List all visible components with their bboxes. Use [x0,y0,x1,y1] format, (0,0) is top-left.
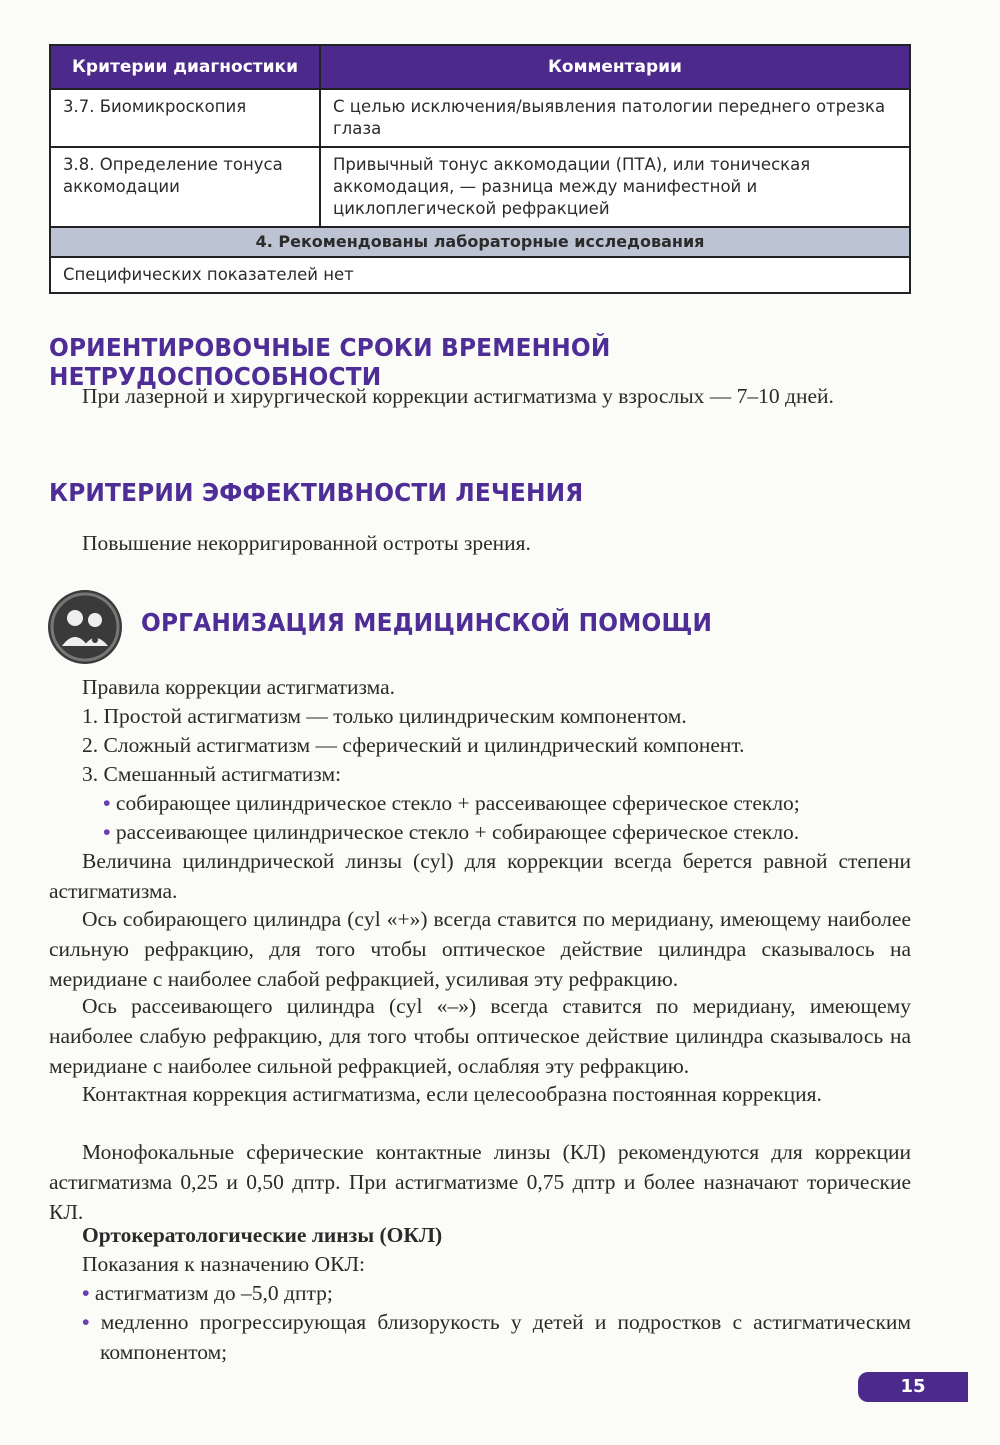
bullet-icon: • [103,820,111,844]
rule-item: 3. Смешанный астигматизм: [82,762,342,786]
table-cell-criterion: 3.7. Биомикроскопия [50,89,320,147]
list-item-text: медленно прогрессирующая близорукость у детей и подростков с астигматическим компонентом; [100,1310,911,1364]
bullet-icon: • [103,791,111,815]
table-row [50,147,910,227]
table-section-note: Специфических показателей нет [50,257,910,293]
heading-disability-terms: ОРИЕНТИРОВОЧНЫЕ СРОКИ ВРЕМЕННОЙ НЕТРУДОСПОСОБНОСТИ [49,333,611,391]
list-item [103,788,800,818]
paragraph-efficacy-criteria: Повышение некорригированной остроты зрения. [82,531,531,555]
rule-item: 2. Сложный астигматизм — сферический и цилиндрический компонент. [82,733,745,757]
bullet-icon: • [82,1281,90,1305]
table-header-comments: Комментарии [320,45,910,89]
paragraph: Ось собирающего цилиндра (cyl «+») всегда ставится по меридиану, имеющему наиболее сильную рефракцию, для того чтобы оптическое действие цилиндра сказывалось на меридиане с наиболее слабой рефракцией, усиливая эту рефракцию. [49,907,911,991]
rules-title: Правила коррекции астигматизма. [82,675,396,699]
list-item [82,1278,911,1308]
bullet-icon: • [82,1310,90,1334]
paragraph-disability-terms: При лазерной и хирургической коррекции астигматизма у взрослых — 7–10 дней. [82,384,834,408]
table-section-row [50,227,910,257]
table-cell-comment: Привычный тонус аккомодации (ПТА), или тоническая аккомодация, — разница между манифестной и циклоплегической рефракцией [320,147,910,227]
list-item-text: астигматизм до –5,0 дптр; [94,1281,333,1305]
table-section-title: 4. Рекомендованы лабораторные исследования [50,227,910,257]
okl-intro: Показания к назначению ОКЛ: [82,1252,366,1276]
paragraph: Ось рассеивающего цилиндра (cyl «–») всегда ставится по меридиану, имеющему наиболее слабую рефракцию, для того чтобы оптическое действие цилиндра сказывалось на меридиане с наиболее сильной рефракцией, ослабляя эту рефракцию. [49,994,911,1078]
list-item-text: собирающее цилиндрическое стекло + рассеивающее сферическое стекло; [115,791,800,815]
table-header-criteria: Критерии диагностики [50,45,320,89]
heading-efficacy-criteria: КРИТЕРИИ ЭФФЕКТИВНОСТИ ЛЕЧЕНИЯ [49,478,584,507]
table-row [50,257,910,293]
paragraph: Величина цилиндрической линзы (cyl) для коррекции всегда берется равной степени астигматизма. [49,849,911,903]
table-row [50,89,910,147]
medical-staff-icon [48,590,122,664]
list-item [103,817,799,847]
list-item-text: рассеивающее цилиндрическое стекло + собирающее сферическое стекло. [115,820,800,844]
okl-title: Ортокератологические линзы (ОКЛ) [82,1223,443,1247]
paragraph: Контактная коррекция астигматизма, если целесообразна постоянная коррекция. [82,1082,822,1106]
table-cell-comment: С целью исключения/выявления патологии переднего отрезка глаза [320,89,910,147]
table-cell-criterion: 3.8. Определение тонуса аккомодации [50,147,320,227]
table-header-row [50,45,910,89]
list-item [82,1307,911,1367]
rule-item: 1. Простой астигматизм — только цилиндрическим компонентом. [82,704,687,728]
heading-medical-care: ОРГАНИЗАЦИЯ МЕДИЦИНСКОЙ ПОМОЩИ [141,608,713,637]
diagnostics-table [49,44,911,294]
paragraph: Монофокальные сферические контактные линзы (КЛ) рекомендуются для коррекции астигматизма 0,25 и 0,50 дптр. При астигматизме 0,75 дптр и более назначают торические КЛ. [49,1140,911,1224]
page-number: 15 [858,1372,968,1402]
